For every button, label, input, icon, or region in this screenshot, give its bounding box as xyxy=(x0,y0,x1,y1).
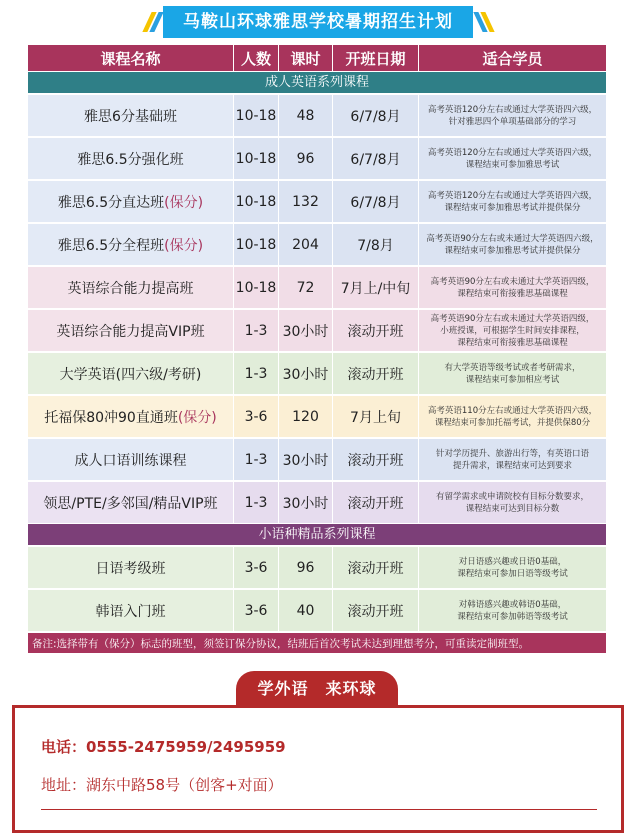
course-hours: 30小时 xyxy=(279,482,333,523)
target-students xyxy=(419,547,606,588)
audience-line: 有留学需求或申请院校有目标分数要求， xyxy=(435,491,589,502)
page-title: 马鞍山环球雅思学校暑期招生计划 xyxy=(163,6,473,38)
audience-line: 课程结束可参加雅思考试并提供保分 xyxy=(444,202,581,213)
audience-line: 课程结束可达到目标分数 xyxy=(465,503,560,514)
table-row xyxy=(28,222,606,265)
course-hours: 96 xyxy=(279,547,333,588)
class-size: 1-3 xyxy=(234,482,279,523)
header-people: 人数 xyxy=(234,45,279,71)
audience-line: 高考英语90分左右或未通过大学英语四级， xyxy=(430,276,595,287)
course-hours: 120 xyxy=(279,396,333,437)
audience-line: 提升需求，课程结束可达到要求 xyxy=(452,460,572,471)
course-title: 英语综合能力提高班 xyxy=(67,280,194,297)
course-title: 大学英语(四六级/考研) xyxy=(59,366,202,383)
audience-line: 小班授课，可根据学生时间安排课程， xyxy=(440,325,585,336)
course-title: 雅思6.5分直达班 xyxy=(57,194,165,211)
course-hours: 204 xyxy=(279,224,333,265)
target-students xyxy=(419,482,606,523)
start-date: 7/8月 xyxy=(333,224,419,265)
audience-line: 高考英语120分左右或通过大学英语四六级， xyxy=(427,190,598,201)
header-course: 课程名称 xyxy=(28,45,234,71)
target-students xyxy=(419,95,606,136)
slogan-tab: 学外语 来环球 xyxy=(236,671,398,707)
guarantee-tag: (保分) xyxy=(177,409,217,426)
course-title: 英语综合能力提高VIP班 xyxy=(56,323,205,340)
section-minor-language: 小语种精品系列课程 xyxy=(28,523,606,545)
class-size: 3-6 xyxy=(234,396,279,437)
audience-line: 高考英语110分左右或通过大学英语四六级， xyxy=(427,405,598,416)
course-name xyxy=(28,138,234,179)
class-size: 1-3 xyxy=(234,439,279,480)
audience-line: 有大学英语等级考试或者考研需求， xyxy=(444,362,581,373)
audience-line: 课程结束可参加雅思考试并提供保分 xyxy=(444,245,581,256)
course-hours: 96 xyxy=(279,138,333,179)
start-date: 滚动开班 xyxy=(333,353,419,394)
course-title: 雅思6.5分全程班 xyxy=(57,237,165,254)
audience-line: 针对雅思四个单项基础部分的学习 xyxy=(448,116,577,127)
audience-line: 对日语感兴趣或日语0基础， xyxy=(458,556,567,567)
target-students xyxy=(419,439,606,480)
course-title: 日语考级班 xyxy=(95,560,166,577)
address: 地址：湖东中路58号（创客+对面） xyxy=(41,776,283,794)
start-date: 7月上/中旬 xyxy=(333,267,419,308)
table-row xyxy=(28,308,606,351)
course-name xyxy=(28,310,234,351)
start-date: 6/7/8月 xyxy=(333,95,419,136)
table-row xyxy=(28,136,606,179)
audience-line: 高考英语120分左右或通过大学英语四六级， xyxy=(427,147,598,158)
audience-line: 课程结束可参加相应考试 xyxy=(465,374,560,385)
divider xyxy=(41,809,597,810)
start-date: 7月上旬 xyxy=(333,396,419,437)
start-date: 滚动开班 xyxy=(333,310,419,351)
course-name xyxy=(28,439,234,480)
audience-line: 对韩语感兴趣或韩语0基础， xyxy=(458,599,567,610)
audience-line: 课程结束可参加雅思考试 xyxy=(465,159,560,170)
table-row xyxy=(28,179,606,222)
target-students xyxy=(419,138,606,179)
class-size: 3-6 xyxy=(234,590,279,631)
table-header xyxy=(28,45,606,71)
target-students xyxy=(419,396,606,437)
table-row xyxy=(28,588,606,631)
course-hours: 40 xyxy=(279,590,333,631)
schedule-table xyxy=(28,45,606,653)
course-name xyxy=(28,95,234,136)
guarantee-tag: (保分) xyxy=(164,237,204,254)
course-hours: 72 xyxy=(279,267,333,308)
class-size: 1-3 xyxy=(234,310,279,351)
start-date: 滚动开班 xyxy=(333,439,419,480)
table-row xyxy=(28,93,606,136)
section-adult-english: 成人英语系列课程 xyxy=(28,71,606,93)
table-row xyxy=(28,545,606,588)
audience-line: 课程结束可参加托福考试，并提供保80分 xyxy=(434,417,591,428)
chevron-right-decoration xyxy=(478,6,488,38)
table-row xyxy=(28,480,606,523)
table-row xyxy=(28,437,606,480)
class-size: 10-18 xyxy=(234,224,279,265)
target-students xyxy=(419,590,606,631)
audience-line: 课程结束可参加韩语等级考试 xyxy=(457,611,568,622)
course-title: 雅思6.5分强化班 xyxy=(77,151,184,168)
course-hours: 30小时 xyxy=(279,439,333,480)
class-size: 1-3 xyxy=(234,353,279,394)
course-name xyxy=(28,482,234,523)
course-name xyxy=(28,353,234,394)
course-title: 韩语入门班 xyxy=(95,603,166,620)
course-title: 托福保80冲90直通班 xyxy=(44,409,178,426)
course-title: 领思/PTE/多邻国/精品VIP班 xyxy=(43,495,218,512)
audience-line: 课程结束可衔接雅思基础课程 xyxy=(457,337,568,348)
target-students xyxy=(419,267,606,308)
title-banner xyxy=(0,6,636,40)
audience-line: 课程结束可衔接雅思基础课程 xyxy=(457,288,568,299)
chevron-left-decoration xyxy=(147,6,157,38)
audience-line: 高考英语120分左右或通过大学英语四六级， xyxy=(427,104,598,115)
class-size: 10-18 xyxy=(234,138,279,179)
start-date: 滚动开班 xyxy=(333,547,419,588)
course-hours: 48 xyxy=(279,95,333,136)
target-students xyxy=(419,310,606,351)
contact-box xyxy=(12,705,624,833)
course-title: 雅思6分基础班 xyxy=(84,108,177,125)
course-name xyxy=(28,224,234,265)
table-row xyxy=(28,351,606,394)
course-title: 成人口语训练课程 xyxy=(74,452,187,469)
start-date: 滚动开班 xyxy=(333,482,419,523)
table-row xyxy=(28,265,606,308)
start-date: 6/7/8月 xyxy=(333,138,419,179)
target-students xyxy=(419,224,606,265)
course-hours: 30小时 xyxy=(279,353,333,394)
class-size: 10-18 xyxy=(234,267,279,308)
footnote: 备注:选择带有（保分）标志的班型，须签订保分协议，结班后首次考试未达到理想考分，可重读定制班型。 xyxy=(28,631,606,653)
course-hours: 30小时 xyxy=(279,310,333,351)
phone-number: 电话：0555-2475959/2495959 xyxy=(41,738,286,756)
audience-line: 针对学历提升、旅游出行等，有英语口语 xyxy=(435,448,589,459)
header-audience: 适合学员 xyxy=(482,49,543,68)
audience-line: 课程结束可参加日语等级考试 xyxy=(457,568,568,579)
start-date: 6/7/8月 xyxy=(333,181,419,222)
target-students xyxy=(419,353,606,394)
target-students xyxy=(419,181,606,222)
class-size: 10-18 xyxy=(234,181,279,222)
audience-line: 高考英语90分左右或未通过大学英语四级， xyxy=(430,313,595,324)
start-date: 滚动开班 xyxy=(333,590,419,631)
course-name xyxy=(28,547,234,588)
course-name xyxy=(28,181,234,222)
course-name xyxy=(28,590,234,631)
audience-line: 高考英语90分左右或未通过大学英语四六级， xyxy=(426,233,599,244)
course-name xyxy=(28,267,234,308)
header-hours: 课时 xyxy=(279,45,333,71)
class-size: 3-6 xyxy=(234,547,279,588)
course-hours: 132 xyxy=(279,181,333,222)
table-row xyxy=(28,394,606,437)
class-size: 10-18 xyxy=(234,95,279,136)
guarantee-tag: (保分) xyxy=(164,194,204,211)
header-date: 开班日期 xyxy=(333,45,419,71)
course-name xyxy=(28,396,234,437)
